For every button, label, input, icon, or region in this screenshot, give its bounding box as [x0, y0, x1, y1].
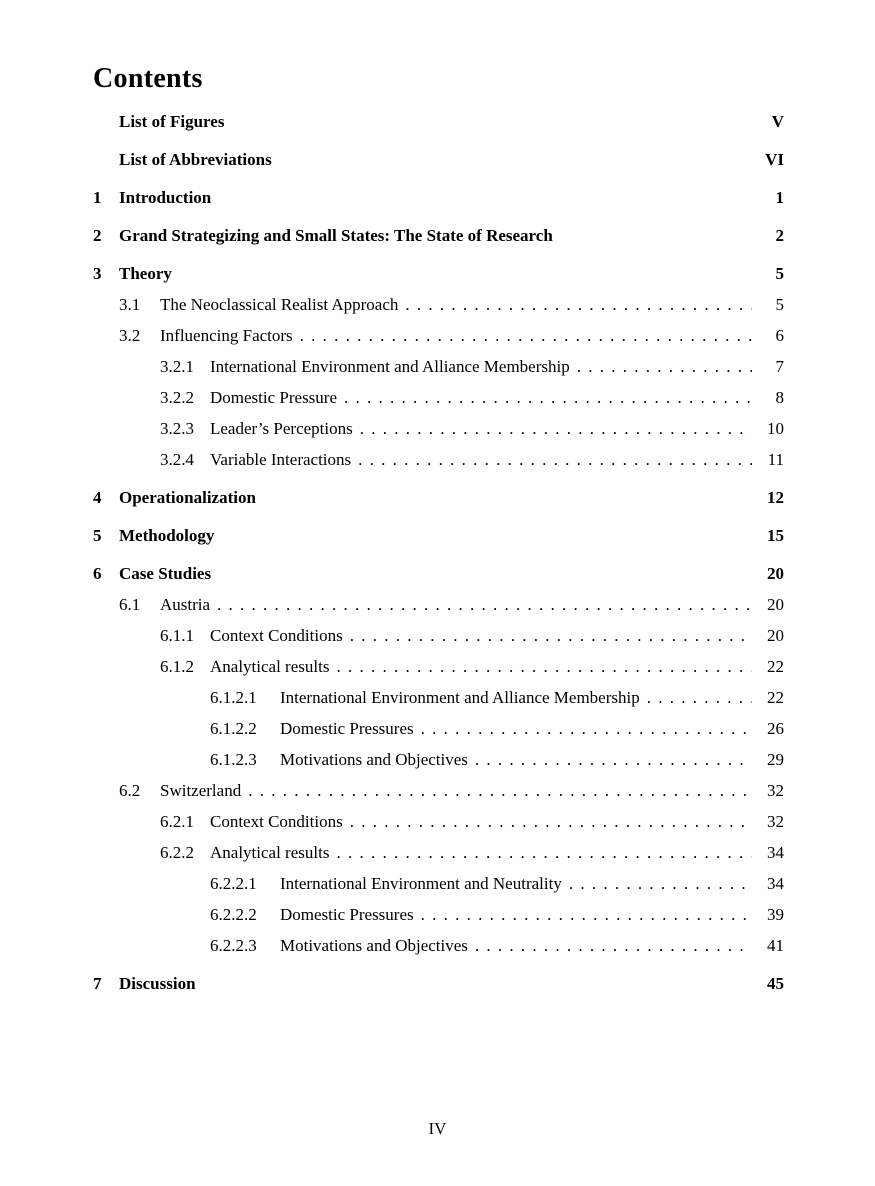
dot-leader	[647, 687, 752, 708]
toc-entry-number: 4	[93, 488, 102, 507]
toc-entry-page: 29	[767, 750, 784, 769]
toc-entry-number: 3.2.3	[160, 419, 194, 438]
toc-entry-label: List of Figures	[119, 112, 225, 131]
toc-entry-number: 3.2.4	[160, 450, 194, 469]
toc-entry	[93, 563, 784, 584]
table-of-contents	[93, 111, 784, 994]
toc-entry	[93, 625, 784, 646]
toc-entry	[93, 594, 784, 615]
toc-entry	[93, 111, 784, 132]
dot-leader	[360, 418, 752, 439]
toc-entry-page: 41	[767, 936, 784, 955]
toc-entry	[93, 449, 784, 470]
toc-entry	[93, 904, 784, 925]
toc-entry-page: 34	[767, 843, 784, 862]
toc-entry-label: Context Conditions	[210, 626, 343, 645]
toc-entry	[93, 780, 784, 801]
toc-entry-number: 2	[93, 226, 102, 245]
toc-entry	[93, 935, 784, 956]
toc-entry-page: 32	[767, 781, 784, 800]
toc-entry-page: 26	[767, 719, 784, 738]
dot-leader	[421, 718, 752, 739]
toc-entry-number: 6.2.2.3	[210, 936, 257, 955]
dot-leader	[248, 780, 752, 801]
toc-entry-label: Motivations and Objectives	[280, 936, 468, 955]
toc-entry-label: List of Abbreviations	[119, 150, 272, 169]
toc-entry-number: 6.2.2.1	[210, 874, 257, 893]
toc-entry	[93, 656, 784, 677]
toc-entry-page: 20	[767, 626, 784, 645]
toc-entry-page: 8	[775, 388, 784, 407]
toc-entry-label: International Environment and Neutrality	[280, 874, 562, 893]
toc-entry-label: International Environment and Alliance Membership	[280, 688, 640, 707]
toc-entry-number: 5	[93, 526, 102, 545]
toc-entry-page: VI	[765, 150, 784, 169]
dot-leader	[475, 935, 752, 956]
toc-entry-label: Switzerland	[160, 781, 242, 800]
dot-leader	[569, 873, 752, 894]
toc-content	[93, 64, 784, 1004]
dot-leader	[336, 656, 752, 677]
toc-entry-number: 6	[93, 564, 102, 583]
toc-entry-label: The Neoclassical Realist Approach	[160, 295, 399, 314]
toc-entry-label: Domestic Pressure	[210, 388, 338, 407]
dot-leader	[336, 842, 752, 863]
toc-entry	[93, 356, 784, 377]
toc-entry-number: 6.1.2	[160, 657, 194, 676]
toc-entry	[93, 873, 784, 894]
dot-leader	[421, 904, 752, 925]
toc-entry-label: Variable Interactions	[210, 450, 352, 469]
toc-entry-label: Grand Strategizing and Small States: The State of Research	[119, 226, 553, 245]
toc-entry-number: 3.2.1	[160, 357, 194, 376]
toc-entry-label: Discussion	[119, 974, 196, 993]
toc-entry	[93, 749, 784, 770]
toc-entry	[93, 149, 784, 170]
footer-page-number: IV	[428, 1119, 447, 1138]
toc-entry	[93, 325, 784, 346]
toc-entry	[93, 387, 784, 408]
dot-leader	[405, 294, 752, 315]
toc-entry-label: Motivations and Objectives	[280, 750, 468, 769]
toc-entry	[93, 525, 784, 546]
toc-entry	[93, 687, 784, 708]
toc-entry-page: 22	[767, 657, 784, 676]
toc-entry-page: 22	[767, 688, 784, 707]
toc-entry	[93, 487, 784, 508]
toc-entry	[93, 842, 784, 863]
toc-entry	[93, 225, 784, 246]
toc-entry-label: Operationalization	[119, 488, 256, 507]
toc-entry-label: International Environment and Alliance Membership	[210, 357, 570, 376]
toc-entry-page: 15	[767, 526, 784, 545]
dot-leader	[344, 387, 752, 408]
toc-entry-page: 5	[775, 295, 784, 314]
toc-entry-number: 6.2	[119, 781, 141, 800]
toc-entry-page: 1	[775, 188, 784, 207]
dot-leader	[350, 811, 752, 832]
toc-entry-page: 34	[767, 874, 784, 893]
toc-entry-number: 6.1.2.1	[210, 688, 257, 707]
toc-entry-page: 5	[775, 264, 784, 283]
toc-entry-number: 6.1.2.3	[210, 750, 257, 769]
toc-entry-page: 11	[767, 450, 784, 469]
toc-entry-label: Leader’s Perceptions	[210, 419, 353, 438]
toc-entry	[93, 187, 784, 208]
toc-entry-page: 20	[767, 595, 784, 614]
dot-leader	[300, 325, 752, 346]
toc-entry-number: 7	[93, 974, 102, 993]
toc-entry-page: 39	[767, 905, 784, 924]
dot-leader	[577, 356, 752, 377]
toc-entry-number: 6.1.1	[160, 626, 194, 645]
dot-leader	[475, 749, 752, 770]
toc-entry-page: 2	[775, 226, 784, 245]
toc-entry	[93, 418, 784, 439]
toc-entry-page: 32	[767, 812, 784, 831]
toc-entry	[93, 973, 784, 994]
toc-entry-number: 3.1	[119, 295, 141, 314]
toc-entry-number: 6.2.1	[160, 812, 194, 831]
toc-entry-page: 6	[775, 326, 784, 345]
toc-entry-label: Methodology	[119, 526, 215, 545]
toc-entry-label: Theory	[119, 264, 172, 283]
toc-entry-label: Analytical results	[210, 657, 330, 676]
toc-entry	[93, 718, 784, 739]
toc-entry-page: 12	[767, 488, 784, 507]
toc-entry-page: 10	[767, 419, 784, 438]
toc-entry-number: 6.2.2.2	[210, 905, 257, 924]
toc-entry-label: Influencing Factors	[160, 326, 293, 345]
toc-entry-number: 3	[93, 264, 102, 283]
toc-entry-page: V	[771, 112, 784, 131]
toc-entry-label: Austria	[160, 595, 211, 614]
toc-entry-label: Analytical results	[210, 843, 330, 862]
toc-entry-page: 20	[767, 564, 784, 583]
toc-entry-label: Domestic Pressures	[280, 719, 414, 738]
page-title: Contents	[93, 63, 203, 94]
toc-entry	[93, 811, 784, 832]
toc-entry-number: 1	[93, 188, 102, 207]
dot-leader	[358, 449, 752, 470]
toc-entry	[93, 294, 784, 315]
toc-entry-label: Case Studies	[119, 564, 212, 583]
toc-entry-number: 6.1	[119, 595, 141, 614]
toc-entry-number: 6.1.2.2	[210, 719, 257, 738]
toc-entry-label: Domestic Pressures	[280, 905, 414, 924]
toc-entry-label: Context Conditions	[210, 812, 343, 831]
toc-entry-number: 3.2	[119, 326, 141, 345]
toc-entry-number: 3.2.2	[160, 388, 194, 407]
toc-entry-page: 7	[775, 357, 784, 376]
dot-leader	[350, 625, 752, 646]
toc-entry-label: Introduction	[119, 188, 212, 207]
toc-entry-page: 45	[767, 974, 784, 993]
toc-entry-number: 6.2.2	[160, 843, 194, 862]
toc-entry	[93, 263, 784, 284]
dot-leader	[217, 594, 752, 615]
